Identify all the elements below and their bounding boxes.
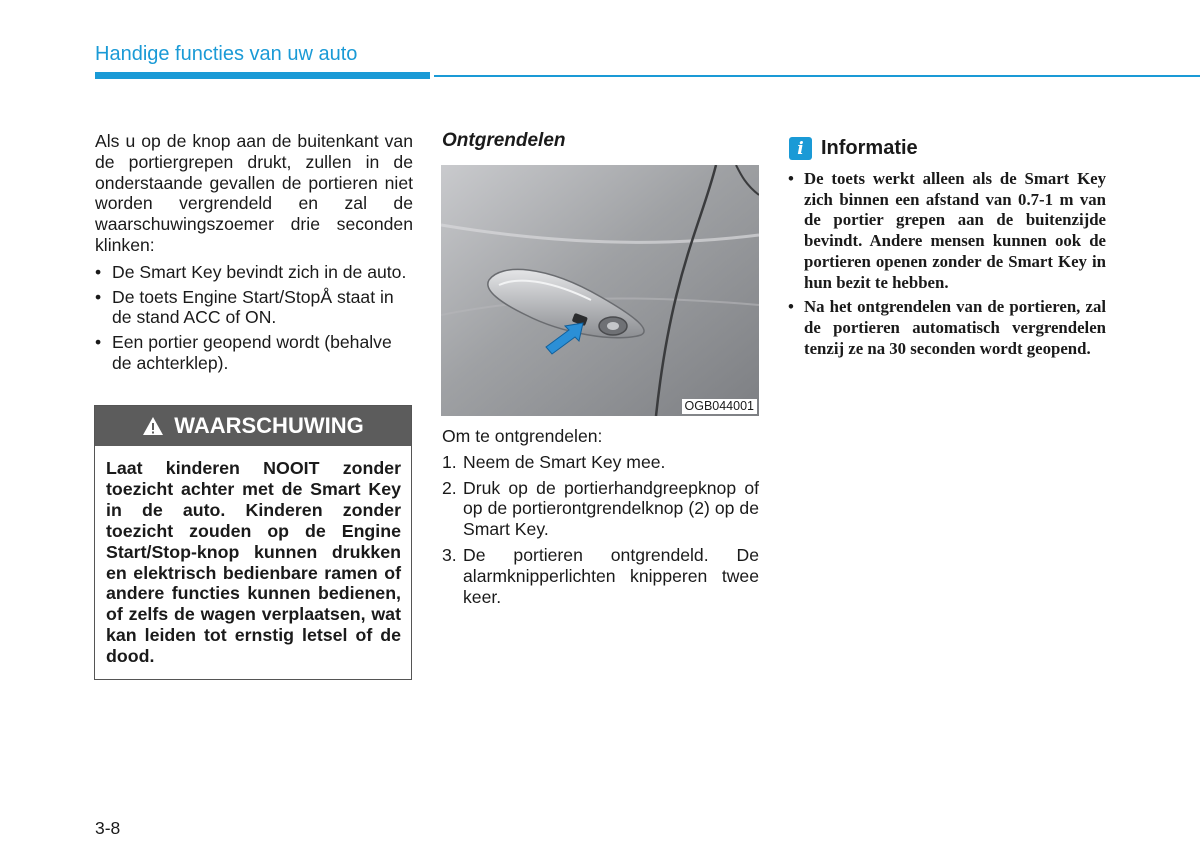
warning-title: WAARSCHUWING — [174, 413, 364, 438]
list-item — [442, 478, 759, 540]
image-code-label: OGB044001 — [682, 399, 758, 414]
info-list — [788, 169, 1106, 359]
list-item: • Na het ontgrendelen van de portieren, zal de portieren automatisch vergrendelen tenzij ze na 30 seconden wordt geopend. — [788, 297, 1106, 359]
section-title: Ontgrendelen — [442, 130, 566, 151]
warning-header — [95, 406, 411, 446]
intro-paragraph: Als u op de knop aan de buitenkant van de portiergrepen drukt, zullen in de onderstaande gevallen de portieren niet worden vergrendeld en zal de waarschuwingszoemer drie seconden klinken: — [95, 131, 413, 255]
conditions-list — [95, 262, 413, 374]
warning-triangle-icon — [142, 416, 164, 436]
step-text: De portieren ontgrendeld. De alarmknipperlichten knipperen twee keer. — [463, 544, 759, 607]
info-header — [789, 137, 918, 160]
warning-text: Laat kinderen NOOIT zonder toezicht achter met de Smart Key in de auto. Kinderen zonder toezicht zouden op de Engine Start/Stop-knop kunnen drukken en elektrisch bedienbare ramen of andere functies kunnen bedienen, of zelfs de wagen verplaatsen, wat kan leiden tot ernstig letsel of de dood. — [106, 458, 401, 667]
page-number: 3-8 — [95, 818, 121, 838]
step-text: Druk op de portierhandgreepknop of op de portierontgrendelknop (2) op de Smart Key. — [463, 477, 759, 540]
step-number: 3. — [442, 544, 457, 565]
info-title: Informatie — [821, 137, 918, 159]
unlock-steps-list — [442, 452, 759, 608]
info-icon: i — [789, 137, 812, 160]
car-door-handle-image — [441, 165, 759, 416]
step-number: 2. — [442, 477, 457, 498]
list-item: • De toets Engine Start/StopÅ staat in de stand ACC of ON. — [95, 287, 413, 329]
list-item: • Een portier geopend wordt (behalve de achterklep). — [95, 332, 413, 374]
page-header-title: Handige functies van uw auto — [95, 43, 358, 65]
header-rule-thick — [95, 72, 430, 79]
car-door-illustration — [441, 165, 759, 416]
step-text: Neem de Smart Key mee. — [463, 451, 666, 472]
list-item: • De Smart Key bevindt zich in de auto. — [95, 262, 413, 283]
steps-lead: Om te ontgrendelen: — [442, 426, 603, 446]
column-middle — [442, 426, 759, 612]
column-right — [788, 169, 1106, 363]
warning-box — [94, 405, 412, 680]
column-left — [95, 131, 413, 378]
list-item — [442, 452, 759, 473]
list-item — [442, 545, 759, 607]
header-rule-thin — [434, 75, 1200, 77]
step-number: 1. — [442, 451, 457, 472]
list-item: • De toets werkt alleen als de Smart Key zich binnen een afstand van 0.7-1 m van de portier grepen aan de buitenzijde bevindt. Andere mensen kunnen ook de portieren openen zonder de Smart Key in hun bezit te hebben. — [788, 169, 1106, 293]
